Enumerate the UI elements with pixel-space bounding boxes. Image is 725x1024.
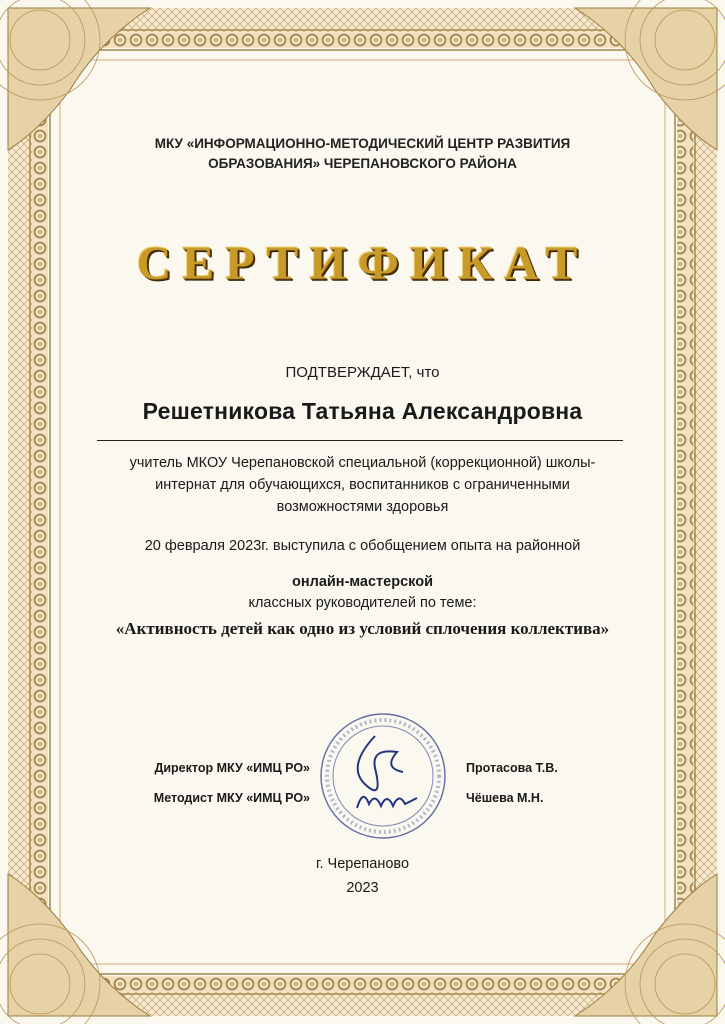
methodist-role: Методист МКУ «ИМЦ РО» <box>153 791 310 805</box>
event-description: 20 февраля 2023г. выступила с обобщением опыта на районной <box>144 538 581 554</box>
city: г. Черепаново <box>315 856 410 872</box>
event-audience: классных руководителей по теме: <box>248 595 477 611</box>
director-role: Директор МКУ «ИМЦ РО» <box>154 761 310 775</box>
event-format: онлайн-мастерской <box>292 574 433 590</box>
methodist-name: Чёшева М.Н. <box>466 791 544 805</box>
director-signature <box>358 736 403 790</box>
confirms-text: ПОДТВЕРЖДАЕТ, что <box>285 364 440 381</box>
issuer-line-2: ОБРАЗОВАНИЯ» ЧЕРЕПАНОВСКОГО РАЙОНА <box>208 156 517 171</box>
issuer-line-1: МКУ «ИНФОРМАЦИОННО-МЕТОДИЧЕСКИЙ ЦЕНТР РАЗВИТИЯ <box>154 136 571 151</box>
issuer-organization <box>0 134 725 174</box>
recipient-name: Решетникова Татьяна Александровна <box>142 398 583 424</box>
event-topic: «Активность детей как одно из условий сплочения коллектива» <box>115 619 610 638</box>
position-line-3: возможностями здоровья <box>276 499 449 515</box>
year: 2023 <box>346 880 379 896</box>
methodist-signature <box>357 797 417 808</box>
position-line-2: интернат для обучающихся, воспитанников с ограниченными <box>155 477 570 493</box>
director-name: Протасова Т.В. <box>466 761 558 775</box>
position-line-1: учитель МКОУ Черепановской специальной (коррекционной) школы- <box>129 455 596 471</box>
name-underline <box>97 440 623 441</box>
certificate-title: СЕРТИФИКАТ <box>136 237 589 290</box>
official-stamp <box>305 708 465 848</box>
